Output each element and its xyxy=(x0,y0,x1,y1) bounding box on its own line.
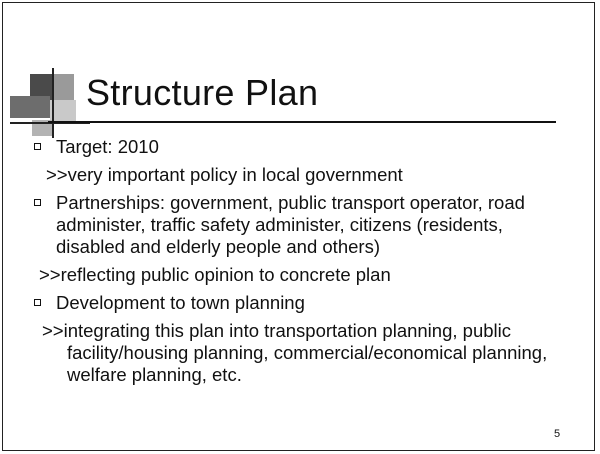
bullet-item-target xyxy=(34,136,574,158)
hollow-square-bullet-icon xyxy=(34,199,41,206)
sub-point-partnerships: >>reflecting public opinion to concrete plan xyxy=(39,264,391,285)
title-underline xyxy=(48,121,556,123)
slide-title: Structure Plan xyxy=(86,72,319,113)
bullet-item-partnerships xyxy=(34,192,574,258)
bullet-text: Target: 2010 xyxy=(56,136,159,157)
hollow-square-bullet-icon xyxy=(34,143,41,150)
logo-vertical-line xyxy=(52,68,54,138)
bullet-text: Partnerships: government, public transport operator, road administer, traffic safety administer, citizens (residents, disabled and elderly people and others) xyxy=(56,192,525,257)
logo-square-mid xyxy=(54,74,74,100)
hollow-square-bullet-icon xyxy=(34,299,41,306)
page-number: 5 xyxy=(554,428,561,440)
bullet-text: Development to town planning xyxy=(56,292,305,313)
sub-point-target: >>very important policy in local government xyxy=(46,164,403,185)
logo-square-light xyxy=(50,100,76,122)
sub-point-text: >>integrating this plan into transportation planning, public facility/housing planning, commercial/economical planning, welfare planning, etc. xyxy=(42,320,548,385)
squares-logo-icon xyxy=(10,68,90,138)
bullet-list xyxy=(34,136,574,386)
logo-square-left xyxy=(10,96,50,118)
sub-point-development xyxy=(34,320,574,386)
bullet-item-development xyxy=(34,292,574,314)
